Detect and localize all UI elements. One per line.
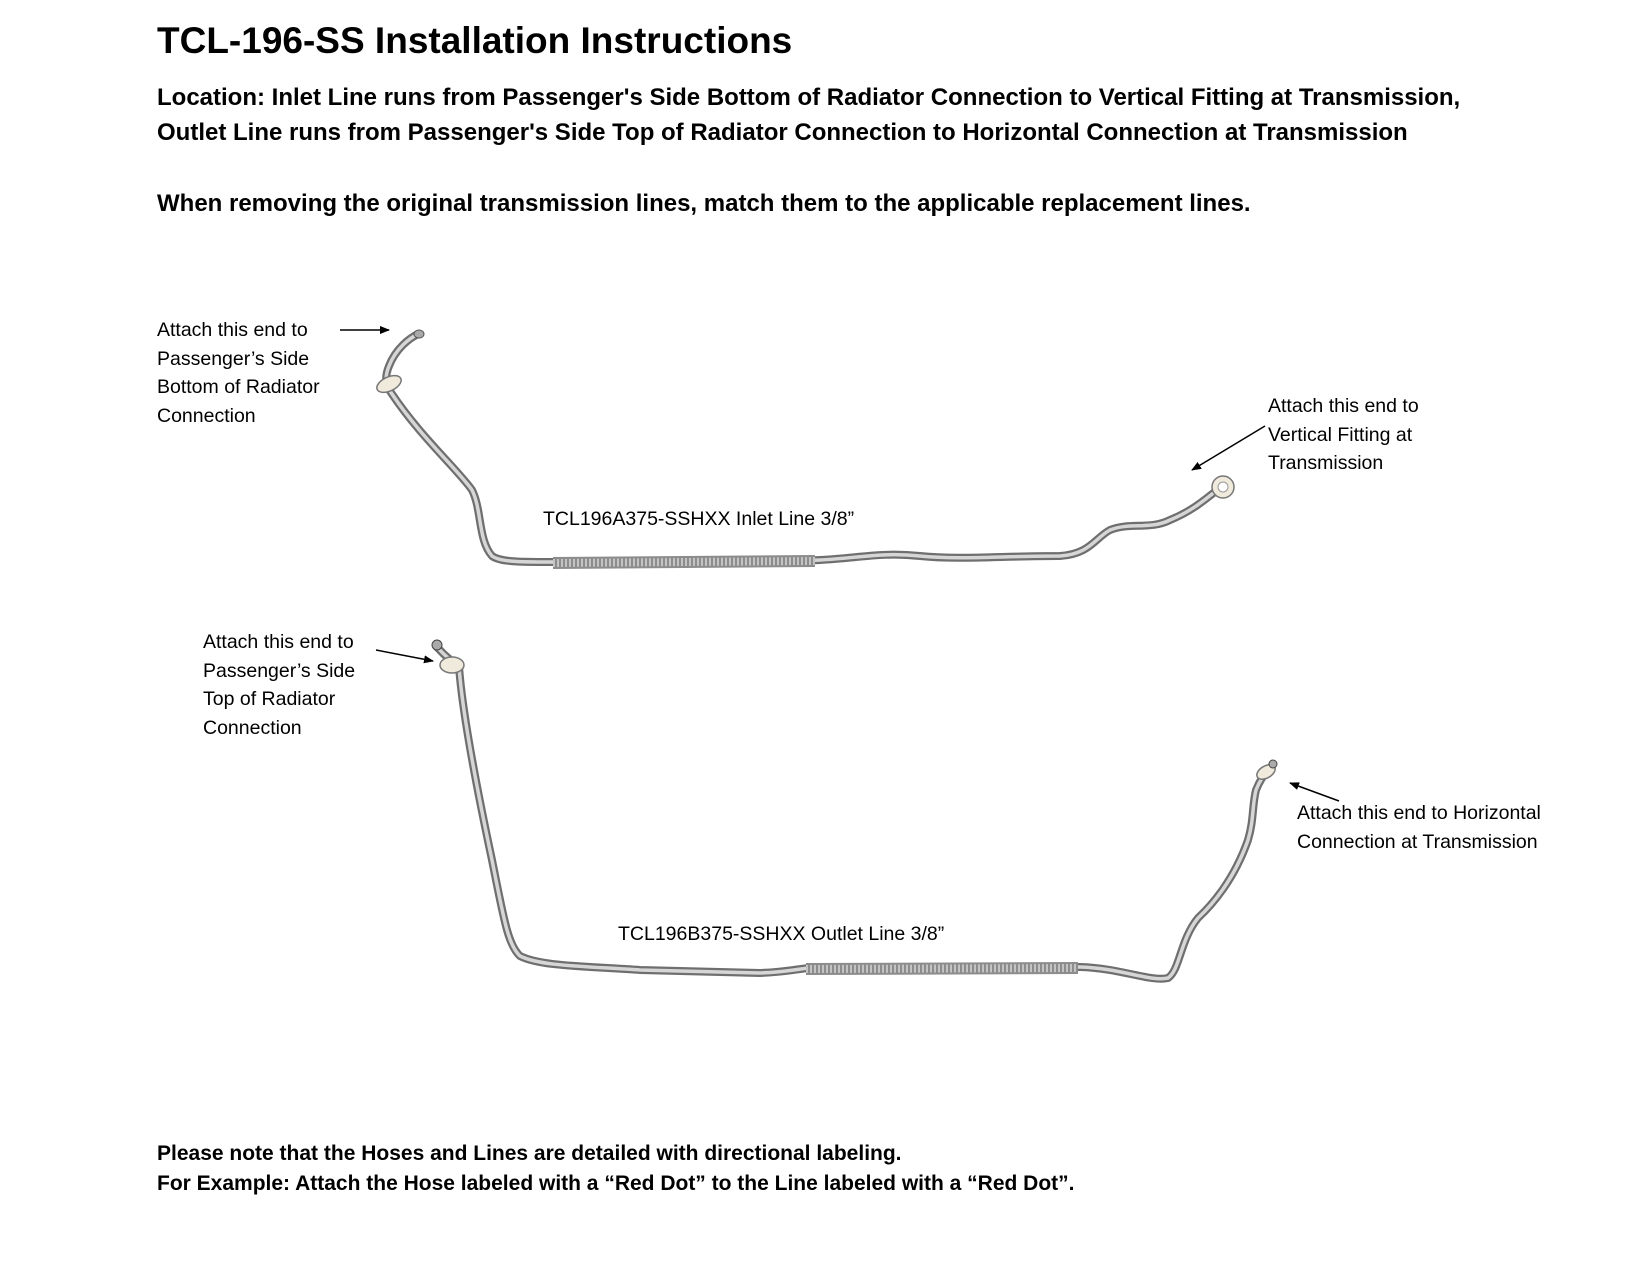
inlet-start-fitting <box>374 372 403 396</box>
page-title: TCL-196-SS Installation Instructions <box>157 20 793 61</box>
outlet-start-arrow <box>376 650 433 661</box>
outlet-start-label: Attach this end to Passenger’s Side Top of Radiator Connection <box>203 631 356 739</box>
inlet-part-label: TCL196A375-SSHXX Inlet Line 3/8” <box>543 508 855 530</box>
inlet-braided-hose <box>553 561 815 563</box>
footer-note-line-1: Please note that the Hoses and Lines are detailed with directional labeling. <box>157 1142 902 1165</box>
outlet-part-label: TCL196B375-SSHXX Outlet Line 3/8” <box>618 923 945 945</box>
outlet-end-label: Attach this end to Horizontal Connection at Transmission <box>1297 802 1541 853</box>
instruction-text: When removing the original transmission lines, match them to the applicable replacement lines. <box>157 190 1251 217</box>
inlet-start-label: Attach this end to Passenger’s Side Bottom of Radiator Connection <box>157 319 320 427</box>
location-line-2: Outlet Line runs from Passenger's Side Top of Radiator Connection to Horizontal Connection at Transmission <box>157 119 1408 146</box>
footer-note-line-2: For Example: Attach the Hose labeled with a “Red Dot” to the Line labeled with a “Red Dot”. <box>157 1172 1075 1195</box>
inlet-end-arrow <box>1192 426 1265 470</box>
location-line-1: Location: Inlet Line runs from Passenger's Side Bottom of Radiator Connection to Vertical Fitting at Transmission, <box>157 84 1461 111</box>
outlet-start-fitting <box>440 657 464 673</box>
inlet-end-label: Attach this end to Vertical Fitting at Transmission <box>1268 395 1419 474</box>
